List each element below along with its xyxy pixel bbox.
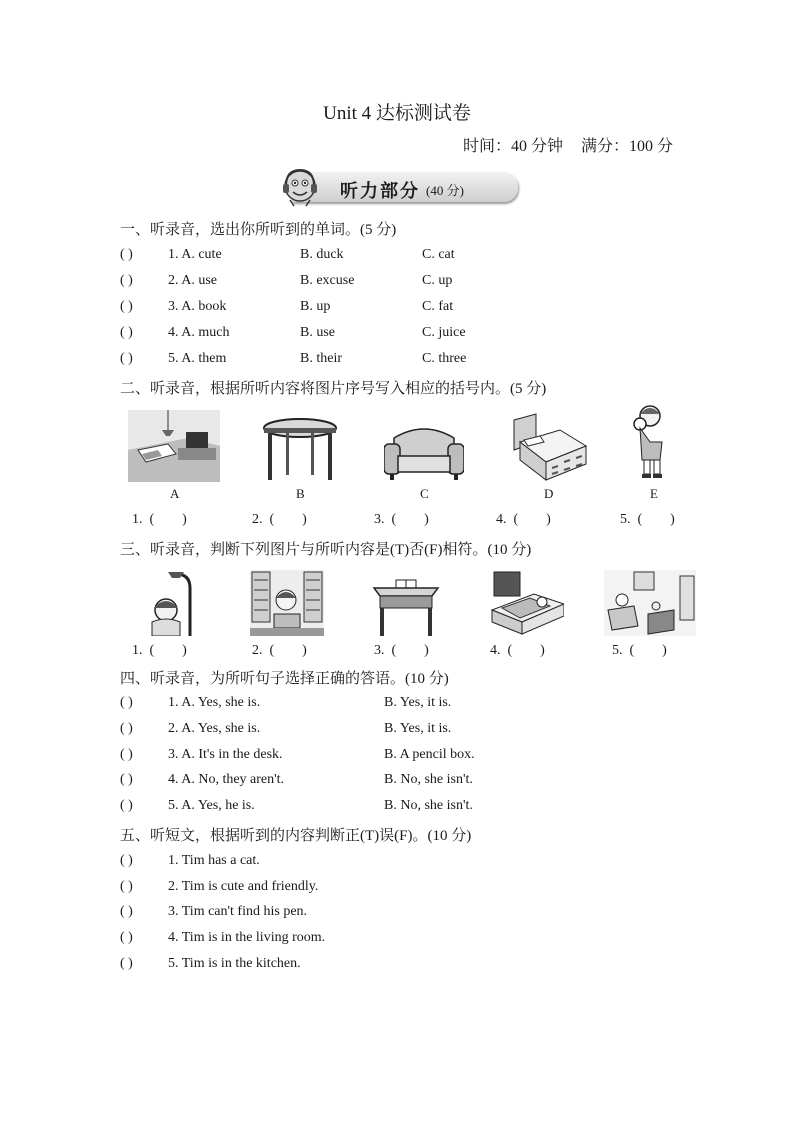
section4-heading: 四、听录音，为所听句子选择正确的答语。(10 分) xyxy=(120,671,449,687)
round-table-picture xyxy=(262,416,338,482)
option-c: C. three xyxy=(422,351,467,366)
answer-blank[interactable]: ( ) xyxy=(120,904,133,919)
statement: 5. Tim is in the kitchen. xyxy=(168,956,301,971)
picture-label: C xyxy=(420,486,429,501)
section5-heading: 五、听短文，根据听到的内容判断正(T)误(F)。(10 分) xyxy=(120,828,472,844)
page-title: Unit 4 达标测试卷 xyxy=(323,103,471,124)
answer-blank[interactable]: 3. ( ) xyxy=(374,643,429,658)
living-room-boy-picture xyxy=(604,570,696,636)
option-a: 2. A. Yes, she is. xyxy=(168,721,261,736)
picture-label: D xyxy=(544,486,554,501)
picture-label: E xyxy=(650,486,658,501)
answer-blank[interactable]: 5. ( ) xyxy=(620,512,675,527)
option-b: B. No, she isn't. xyxy=(384,772,473,787)
answer-blank[interactable]: ( ) xyxy=(120,853,133,868)
option-b: B. Yes, it is. xyxy=(384,695,452,710)
option-a: 4. A. much xyxy=(168,325,230,340)
option-b: B. A pencil box. xyxy=(384,747,475,762)
option-a: 5. A. Yes, he is. xyxy=(168,798,255,813)
option-c: C. cat xyxy=(422,247,455,262)
section2-heading: 二、听录音，根据所听内容将图片序号写入相应的括号内。(5 分) xyxy=(120,381,547,397)
picture-label: A xyxy=(170,486,180,501)
answer-blank[interactable]: ( ) xyxy=(120,747,133,762)
answer-blank[interactable]: ( ) xyxy=(120,721,133,736)
answer-blank[interactable]: 3. ( ) xyxy=(374,512,429,527)
option-b: B. Yes, it is. xyxy=(384,721,452,736)
full-score: 满分：100 分 xyxy=(580,138,673,155)
answer-blank[interactable]: ( ) xyxy=(120,351,133,366)
answer-blank[interactable]: ( ) xyxy=(120,956,133,971)
time-limit: 时间：40 分钟 xyxy=(462,138,563,155)
option-b: B. excuse xyxy=(300,273,355,288)
answer-blank[interactable]: ( ) xyxy=(120,247,133,262)
exam-meta xyxy=(463,133,673,156)
answer-blank[interactable]: 1. ( ) xyxy=(132,512,187,527)
option-b: B. their xyxy=(300,351,342,366)
picture-label: B xyxy=(296,486,305,501)
boy-magnifier-picture xyxy=(626,402,676,482)
sofa-picture xyxy=(384,420,464,482)
answer-blank[interactable]: ( ) xyxy=(120,273,133,288)
answer-blank[interactable]: 1. ( ) xyxy=(132,643,187,658)
option-a: 3. A. It's in the desk. xyxy=(168,747,283,762)
banner-score: (40 分) xyxy=(426,183,464,198)
bed-picture xyxy=(510,412,590,482)
option-b: B. use xyxy=(300,325,335,340)
option-a: 3. A. book xyxy=(168,299,227,314)
answer-blank[interactable]: ( ) xyxy=(120,299,133,314)
option-b: B. duck xyxy=(300,247,344,262)
answer-blank[interactable]: ( ) xyxy=(120,772,133,787)
answer-blank[interactable]: ( ) xyxy=(120,930,133,945)
listening-banner xyxy=(278,166,518,206)
option-c: C. up xyxy=(422,273,453,288)
section1-heading: 一、听录音，选出你所听到的单词。(5 分) xyxy=(120,222,397,238)
answer-blank[interactable]: ( ) xyxy=(120,695,133,710)
option-a: 1. A. cute xyxy=(168,247,222,262)
option-a: 2. A. use xyxy=(168,273,217,288)
option-b: B. up xyxy=(300,299,331,314)
boy-study-picture xyxy=(250,570,324,636)
banner-label: 听力部分 xyxy=(340,181,420,202)
answer-blank[interactable]: 5. ( ) xyxy=(612,643,667,658)
answer-blank[interactable]: 4. ( ) xyxy=(496,512,551,527)
desk-book-picture xyxy=(370,576,442,636)
option-a: 1. A. Yes, she is. xyxy=(168,695,261,710)
answer-blank[interactable]: ( ) xyxy=(120,325,133,340)
sleeping-bed-picture xyxy=(490,570,564,636)
answer-blank[interactable]: ( ) xyxy=(120,798,133,813)
option-a: 5. A. them xyxy=(168,351,227,366)
option-b: B. No, she isn't. xyxy=(384,798,473,813)
option-a: 4. A. No, they aren't. xyxy=(168,772,285,787)
headphone-mascot-icon xyxy=(278,166,322,208)
section3-heading: 三、听录音，判断下列图片与所听内容是(T)否(F)相符。(10 分) xyxy=(120,542,532,558)
girl-shower-picture xyxy=(146,570,196,636)
option-c: C. fat xyxy=(422,299,454,314)
answer-blank[interactable]: 4. ( ) xyxy=(490,643,545,658)
statement: 4. Tim is in the living room. xyxy=(168,930,326,945)
statement: 2. Tim is cute and friendly. xyxy=(168,879,319,894)
living-room-tv-picture xyxy=(128,410,220,482)
option-c: C. juice xyxy=(422,325,466,340)
answer-blank[interactable]: 2. ( ) xyxy=(252,643,307,658)
statement: 1. Tim has a cat. xyxy=(168,853,260,868)
statement: 3. Tim can't find his pen. xyxy=(168,904,308,919)
answer-blank[interactable]: 2. ( ) xyxy=(252,512,307,527)
answer-blank[interactable]: ( ) xyxy=(120,879,133,894)
